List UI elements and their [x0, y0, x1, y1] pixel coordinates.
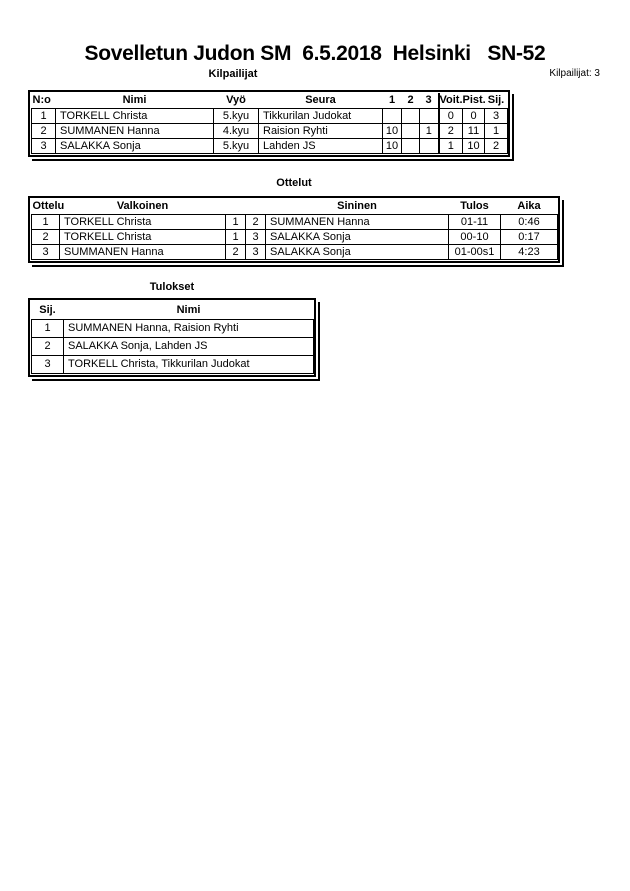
cell-result: 00-10	[449, 229, 501, 244]
cell-name: SUMMANEN Hanna, Raision Ryhti	[64, 319, 314, 337]
match-row	[32, 214, 558, 229]
header-name: Nimi	[56, 93, 214, 108]
cell-points: 0	[463, 108, 485, 123]
cell-match1: 10	[383, 123, 402, 138]
competitor-row	[32, 108, 508, 123]
cell-name: TORKELL Christa	[56, 108, 214, 123]
cell-place: 3	[32, 355, 64, 373]
header-points: Pist.	[462, 94, 486, 107]
competitor-row	[32, 123, 508, 138]
cell-match1	[383, 108, 402, 123]
cell-time: 4:23	[501, 244, 558, 259]
matches-table-grid	[31, 199, 558, 260]
cell-place: 3	[485, 108, 508, 123]
cell-match3	[420, 138, 439, 153]
header-club: Seura	[259, 93, 383, 108]
cell-wins: 1	[439, 138, 463, 153]
cell-result: 01-00s1	[449, 244, 501, 259]
header-belt: Vyö	[214, 93, 259, 108]
cell-no: 3	[32, 138, 56, 153]
cell-wins: 2	[439, 123, 463, 138]
cell-blue-name: SUMMANEN Hanna	[266, 214, 449, 229]
cell-blue-name: SALAKKA Sonja	[266, 244, 449, 259]
competitor-row	[32, 138, 508, 153]
results-header-row	[32, 301, 314, 319]
match-row	[32, 244, 558, 259]
header-wins: Voit.	[439, 94, 463, 107]
cell-no: 1	[32, 108, 56, 123]
competitors-section-title: Kilpailijat	[208, 68, 258, 80]
cell-white-no: 1	[226, 229, 246, 244]
results-table	[28, 298, 316, 377]
cell-blue-no: 2	[246, 214, 266, 229]
cell-white-no: 2	[226, 244, 246, 259]
cell-match3	[420, 108, 439, 123]
result-row	[32, 319, 314, 337]
cell-match2	[402, 108, 420, 123]
page-title: Sovelletun Judon SM 6.5.2018 Helsinki SN-52	[84, 42, 546, 65]
cell-match-no: 1	[32, 214, 60, 229]
cell-wins: 0	[439, 108, 463, 123]
cell-name: SUMMANEN Hanna	[56, 123, 214, 138]
cell-blue-name: SALAKKA Sonja	[266, 229, 449, 244]
header-name: Nimi	[64, 301, 314, 319]
results-section-title: Tulokset	[149, 281, 195, 293]
header-white: Valkoinen	[60, 199, 226, 214]
competitors-table-grid	[31, 93, 508, 154]
cell-no: 2	[32, 123, 56, 138]
result-row	[32, 355, 314, 373]
cell-place: 2	[485, 138, 508, 153]
cell-time: 0:46	[501, 214, 558, 229]
cell-club: Lahden JS	[259, 138, 383, 153]
cell-place: 1	[485, 123, 508, 138]
result-row	[32, 337, 314, 355]
cell-belt: 5.kyu	[214, 138, 259, 153]
cell-belt: 5.kyu	[214, 108, 259, 123]
cell-white-name: TORKELL Christa	[60, 229, 226, 244]
cell-match3: 1	[420, 123, 439, 138]
results-table-grid	[31, 301, 314, 374]
cell-place: 1	[32, 319, 64, 337]
cell-match-no: 3	[32, 244, 60, 259]
header-white-no	[226, 199, 246, 214]
cell-match-no: 2	[32, 229, 60, 244]
match-row	[32, 229, 558, 244]
cell-name: SALAKKA Sonja, Lahden JS	[64, 337, 314, 355]
cell-match1: 10	[383, 138, 402, 153]
cell-white-name: SUMMANEN Hanna	[60, 244, 226, 259]
competitors-count-label: Kilpailijat: 3	[549, 68, 600, 79]
matches-table	[28, 196, 560, 263]
header-blue-no	[246, 199, 266, 214]
cell-name: TORKELL Christa, Tikkurilan Judokat	[64, 355, 314, 373]
cell-belt: 4.kyu	[214, 123, 259, 138]
cell-points: 11	[463, 123, 485, 138]
header-match: Ottelu	[32, 200, 65, 213]
header-match3: 3	[420, 93, 439, 108]
cell-result: 01-11	[449, 214, 501, 229]
header-match1: 1	[383, 93, 402, 108]
cell-blue-no: 3	[246, 229, 266, 244]
header-result: Tulos	[449, 199, 501, 214]
cell-white-name: TORKELL Christa	[60, 214, 226, 229]
cell-name: SALAKKA Sonja	[56, 138, 214, 153]
competitors-header-row	[32, 93, 508, 108]
cell-club: Tikkurilan Judokat	[259, 108, 383, 123]
cell-place: 2	[32, 337, 64, 355]
header-no: N:o	[32, 93, 56, 108]
cell-blue-no: 3	[246, 244, 266, 259]
matches-header-row	[32, 199, 558, 214]
header-blue: Sininen	[266, 199, 449, 214]
header-place: Sij.	[32, 301, 64, 319]
cell-match2	[402, 138, 420, 153]
cell-match2	[402, 123, 420, 138]
competitors-table	[28, 90, 510, 157]
cell-time: 0:17	[501, 229, 558, 244]
header-time: Aika	[501, 199, 558, 214]
matches-section-title: Ottelut	[276, 177, 312, 189]
cell-white-no: 1	[226, 214, 246, 229]
header-place: Sij.	[485, 93, 508, 108]
header-match2: 2	[402, 93, 420, 108]
cell-points: 10	[463, 138, 485, 153]
cell-club: Raision Ryhti	[259, 123, 383, 138]
